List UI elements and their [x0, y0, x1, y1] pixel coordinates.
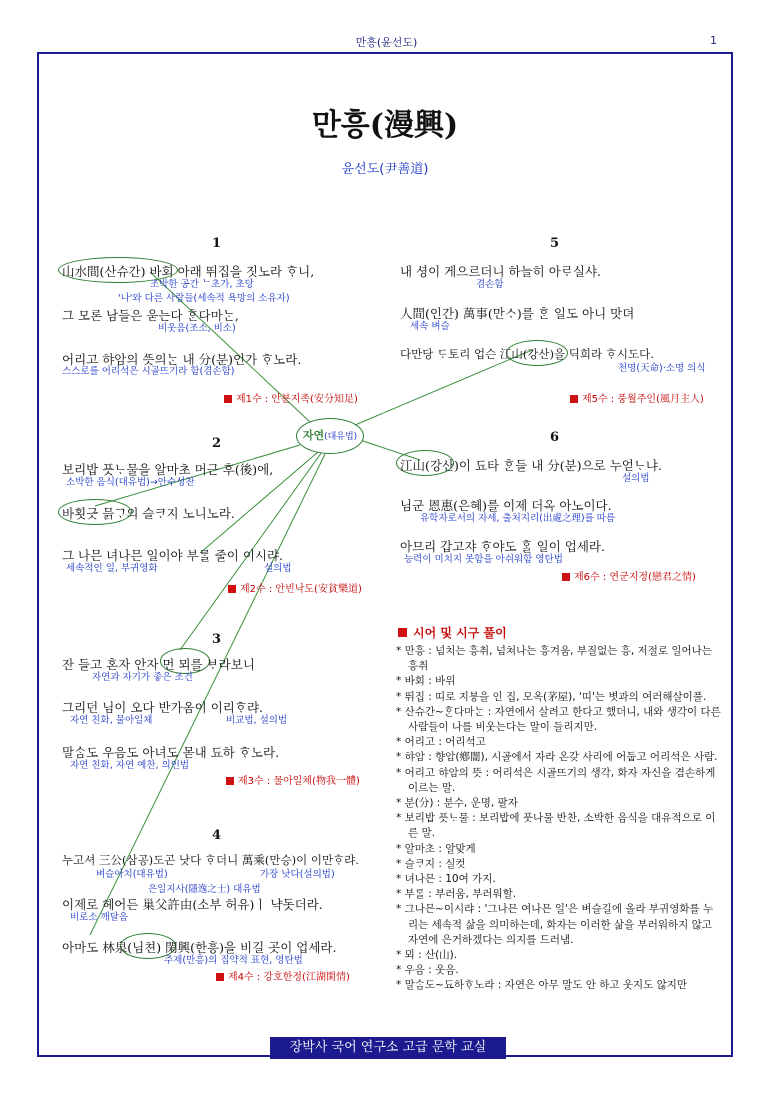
glossary-item: * 바회 : 바위 [396, 675, 456, 688]
stanza-number: 6 [550, 430, 560, 445]
page-title: 만흥(漫興) [311, 108, 459, 143]
glossary-item: * 뫼 : 산(山). [396, 949, 458, 962]
annotation: 겸손함 [476, 279, 504, 290]
stanza-line: 그 모론 남들은 욷는다 ᄒᆞᆫ다마ᄂᆞᆫ, [62, 308, 239, 323]
annotation: 자연 친화, 자연 예찬, 의인법 [70, 760, 190, 771]
annotation: 비교법, 설의법 [226, 715, 288, 726]
glossary-item: * 어리고 : 어리석고 [396, 736, 486, 749]
stanza-number: 4 [212, 828, 222, 843]
glossary-item: * 뛰집 : 띠로 지붕을 인 집, 모옥(茅屋), '띠'는 볏과의 여러해살이풀. [396, 690, 707, 703]
annotation: '나'와 다른 사람들(세속적 욕망의 소유자) [118, 293, 290, 304]
annotation: 조박한 공간 ᄂ초가, 초당 [150, 279, 254, 290]
glossary-item: * 슬ᄏᆞ지 : 실컷 [396, 857, 466, 870]
stanza-theme: 제3수 : 물아일체(物我一體) [226, 772, 360, 787]
glossary-item: * 분(分) : 분수, 운명, 팔자 [396, 797, 518, 810]
square-icon [398, 628, 407, 637]
stanza-line: 님군 恩惠(은혜)를 이제 더옥 아노이다. [400, 498, 612, 513]
annotation: 자연과 자기가 좋은 조건 [92, 672, 193, 683]
annotation: 은일지사(隱逸之士) 대유법 [148, 884, 261, 895]
annotation: 유학자로서의 자세, 출처지리(出處之理)를 따름 [420, 513, 616, 524]
page-number: 1 [710, 34, 717, 47]
running-title: 만흥(윤선도) [355, 36, 418, 49]
annotation: 스스로를 어리석은 시골뜨기라 함(겸손함) [62, 366, 235, 377]
stanza-line: 내 셩이 게으르더니 하늘히 아ᄅᆞ실샤. [400, 264, 601, 279]
stanza-theme: 제2수 : 안빈낙도(安貧樂道) [228, 580, 362, 595]
stanza-theme: 제1수 : 안분지족(安分知足) [224, 390, 358, 405]
square-icon [562, 573, 570, 581]
stanza-line: 山水間(산슈간) 바회 아래 뛰집을 짓노라 ᄒᆞ니, [62, 264, 315, 279]
stanza-line: 江山(강산)이 됴타 ᄒᆞᆫ들 내 分(분)으로 누얻ᄂᆞ냐. [400, 458, 662, 473]
annotation: 주제(만흥)의 집약적 표현, 영탄법 [164, 955, 303, 966]
stanza-number: 5 [550, 236, 560, 251]
glossary-item: * 우음 : 웃음. [396, 964, 459, 977]
stanza-line: 이제로 헤어든 巢父許由(소부 허유)ㅣ 냑돗더라. [62, 897, 323, 912]
glossary-item: * 보리밥 픗ᄂᆞ물 : 보리밥에 풋나물 반찬, 소박한 음식을 대유적으로 이른 말. [396, 812, 716, 840]
glossary-item: * 말ᄉᆞᆷ도~됴하ᄒᆞ노라 : 자연은 아무 말도 안 하고 웃지도 않지만 [396, 979, 688, 992]
stanza-number: 1 [212, 236, 222, 251]
glossary-item: * 만흥 : 넘치는 흥취, 넘쳐나는 흥겨움, 부질없는 흥, 저절로 일어나는 흥취 [396, 645, 712, 673]
annotation: 비로소 깨달음 [70, 912, 129, 923]
square-icon [228, 585, 236, 593]
annotation: 벼슬아치(대유법) [96, 869, 168, 880]
footer-banner: 장박사 국어 연구소 고급 문학 교실 [270, 1037, 506, 1059]
stanza-line: 그리던 님이 오다 반가옴이 이리ᄒᆞ랴. [62, 700, 263, 715]
glossary-item: * 산슈간~ᄒᆞᆫ다마ᄂᆞᆫ : 자연에서 살려고 한다고 했더니, 내와 생각이 다른 사람들이 나를 비웃는다는 말이 들리지만. [396, 705, 721, 734]
stanza-line: 바횟긋 믉ᄀᆞ의 슬ᄏᆞ지 노니노라. [62, 506, 235, 521]
square-icon [216, 973, 224, 981]
stanza-line: 아마도 林泉(님쳔) 閑興(한흥)을 비길 곳이 업세라. [62, 940, 337, 955]
annotation: 세속적인 일, 부귀영화 [66, 563, 158, 574]
stanza-theme: 제4수 : 강호한정(江湖閑情) [216, 968, 350, 983]
stanza-line: 다만당 ᄃᆞ토리 업슨 江山(강산)을 딕희라 ᄒᆞ시도다. [400, 347, 654, 361]
highlight-oval [58, 499, 132, 525]
stanza-line: 人間(인간) 萬事(만ᄉᆞ)를 ᄒᆞᆫ 일도 아니 맛뎌 [400, 306, 635, 321]
stanza-line: 보리밥 픗ᄂᆞ물을 알마초 머근 후(後)에, [62, 462, 274, 477]
author: 윤선도(尹善道) [341, 162, 429, 177]
center-node [296, 418, 364, 454]
annotation: 천명(天命)·소명 의식 [618, 363, 706, 374]
center-label: 자연 [302, 429, 325, 442]
stanza-line: 어리고 햐암의 ᄯᅳᆺ의ᄂᆞᆫ 내 分(분)인가 ᄒᆞ노라. [62, 352, 302, 367]
annotation: 설의법 [264, 563, 292, 574]
stanza-line: 누고셔 三公(삼공)도곤 낫다 ᄒᆞ더니 萬乘(만승)이 이만ᄒᆞ랴. [62, 853, 359, 867]
stanza-line: 말ᄉᆞᆷ도 우음도 아녀도 몯내 됴하 ᄒᆞ노라. [62, 745, 280, 760]
glossary-heading: 시어 및 시구 풀이 [398, 624, 507, 641]
annotation: 자연 친화, 물아일체 [70, 715, 153, 726]
annotation: 가장 낫다(설의법) [260, 869, 335, 880]
glossary-item: * 알마초 : 알맞게 [396, 842, 476, 855]
stanza-line: 그 나믄 녀나믄 일이야 부ᄅᆞᆯ 줄이 이시랴. [62, 548, 284, 563]
glossary-item: * 그나믄~이시랴 : '그나믄 여나믄 일'은 벼슬길에 올라 부귀영화를 누리는 세속적 삶을 의미하는데, 화자는 이러한 삶을 부러워하지 않고 자연에 은거하겠다는 의지를 드러냄. [396, 903, 714, 946]
glossary-list [396, 644, 722, 994]
annotation: 세속 벼슬 [410, 321, 450, 332]
glossary-item: * 어리고 햐암의 뜻 : 어리석은 시골뜨기의 생각, 화자 자신을 겸손하게 이르는 말. [396, 766, 716, 794]
glossary-item: * 햐암 : 향암(鄕闇), 시골에서 자라 온갖 사리에 어둡고 어리석은 사람. [396, 751, 718, 764]
center-sub: (대유법) [324, 432, 358, 442]
stanza-line: 잔 들고 혼자 안자 먼 뫼를 ᄇᆞ라보니 [62, 657, 255, 672]
stanza-theme: 제5수 : 풍월주인(風月主人) [570, 390, 704, 405]
annotation: 소박한 음식(대유법)→안수성찬 [66, 477, 195, 488]
square-icon [226, 777, 234, 785]
stanza-theme: 제6수 : 연군지정(戀君之情) [562, 568, 696, 583]
stanza-number: 3 [212, 632, 222, 647]
glossary-item: * 부ᄅᆞᆯ : 부러움, 부러워할. [396, 888, 517, 901]
square-icon [570, 395, 578, 403]
annotation: 비웃음(조소, 비소) [158, 323, 236, 334]
square-icon [224, 395, 232, 403]
annotation: 설의법 [622, 473, 650, 484]
stanza-line: 아므리 갑고쟈 ᄒᆞ야도 ᄒᆞᆯ 일이 업세라. [400, 539, 605, 554]
glossary-item: * 녀나믄 : 10여 가지. [396, 873, 496, 886]
annotation: 능력이 미치지 못함을 아쉬워함 영탄법 [404, 554, 563, 565]
stanza-number: 2 [212, 436, 222, 451]
